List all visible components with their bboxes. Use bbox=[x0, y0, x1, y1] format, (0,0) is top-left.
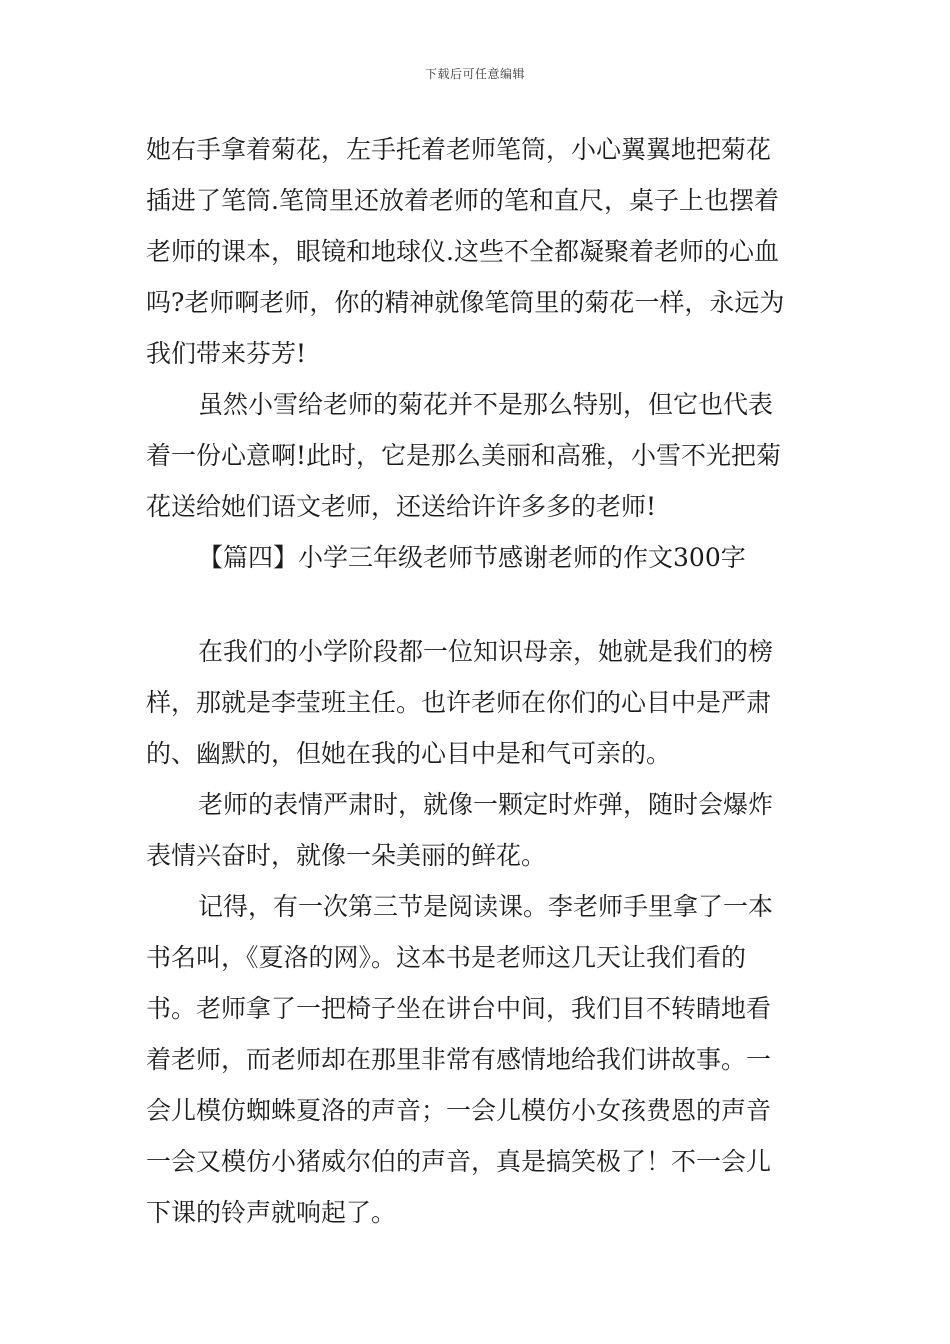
paragraph bbox=[146, 626, 806, 779]
paragraph bbox=[146, 881, 806, 1238]
text-line: 书。老师拿了一把椅子坐在讲台中间，我们目不转睛地看 bbox=[146, 994, 772, 1023]
text-line: 会儿模仿蜘蛛夏洛的声音；一会儿模仿小女孩费恩的声音 bbox=[146, 1096, 772, 1125]
text-line: 我们带来芬芳! bbox=[146, 339, 307, 368]
text-line: 着老师，而老师却在那里非常有感情地给我们讲故事。一 bbox=[146, 1045, 772, 1074]
text-line: 记得，有一次第三节是阅读课。李老师手里拿了一本 bbox=[198, 892, 774, 921]
section-heading: 【篇四】小学三年级老师节感谢老师的作文300字 bbox=[198, 543, 746, 572]
paragraph bbox=[146, 124, 806, 379]
paragraph bbox=[146, 379, 806, 532]
blank-space bbox=[146, 583, 806, 626]
text-line: 花送给她们语文老师，还送给许许多多的老师! bbox=[146, 492, 657, 521]
header-note: 下载后可任意编辑 bbox=[424, 67, 525, 81]
text-line: 一会又模仿小猪威尔伯的声音，真是搞笑极了！不一会儿 bbox=[146, 1147, 772, 1176]
text-line: 样，那就是李莹班主任。也许老师在你们的心目中是严肃 bbox=[146, 688, 772, 717]
text-line: 书名叫，《夏洛的网》。这本书是老师这几天让我们看的 bbox=[146, 943, 747, 972]
document-body bbox=[146, 124, 806, 1238]
text-line: 吗?老师啊老师，你的精神就像笔筒里的菊花一样，永远为 bbox=[146, 288, 785, 317]
text-line: 的、幽默的，但她在我的心目中是和气可亲的。 bbox=[146, 739, 672, 768]
text-line: 老师的表情严肃时，就像一颗定时炸弹，随时会爆炸 bbox=[198, 790, 774, 819]
text-line: 她右手拿着菊花，左手托着老师笔筒，小心翼翼地把菊花 bbox=[146, 135, 772, 164]
text-line: 着一份心意啊!此时，它是那么美丽和高雅，小雪不光把菊 bbox=[146, 441, 782, 470]
text-line: 老师的课本，眼镜和地球仪.这些不全都凝聚着老师的心血 bbox=[146, 237, 779, 266]
text-line: 在我们的小学阶段都一位知识母亲，她就是我们的榜 bbox=[198, 637, 774, 666]
text-line: 虽然小雪给老师的菊花并不是那么特别，但它也代表 bbox=[198, 390, 774, 419]
text-line: 表情兴奋时，就像一朵美丽的鲜花。 bbox=[146, 841, 547, 870]
paragraph bbox=[146, 779, 806, 881]
text-line: 插进了笔筒.笔筒里还放着老师的笔和直尺，桌子上也摆着 bbox=[146, 186, 779, 215]
text-line: 下课的铃声就响起了。 bbox=[146, 1198, 397, 1227]
